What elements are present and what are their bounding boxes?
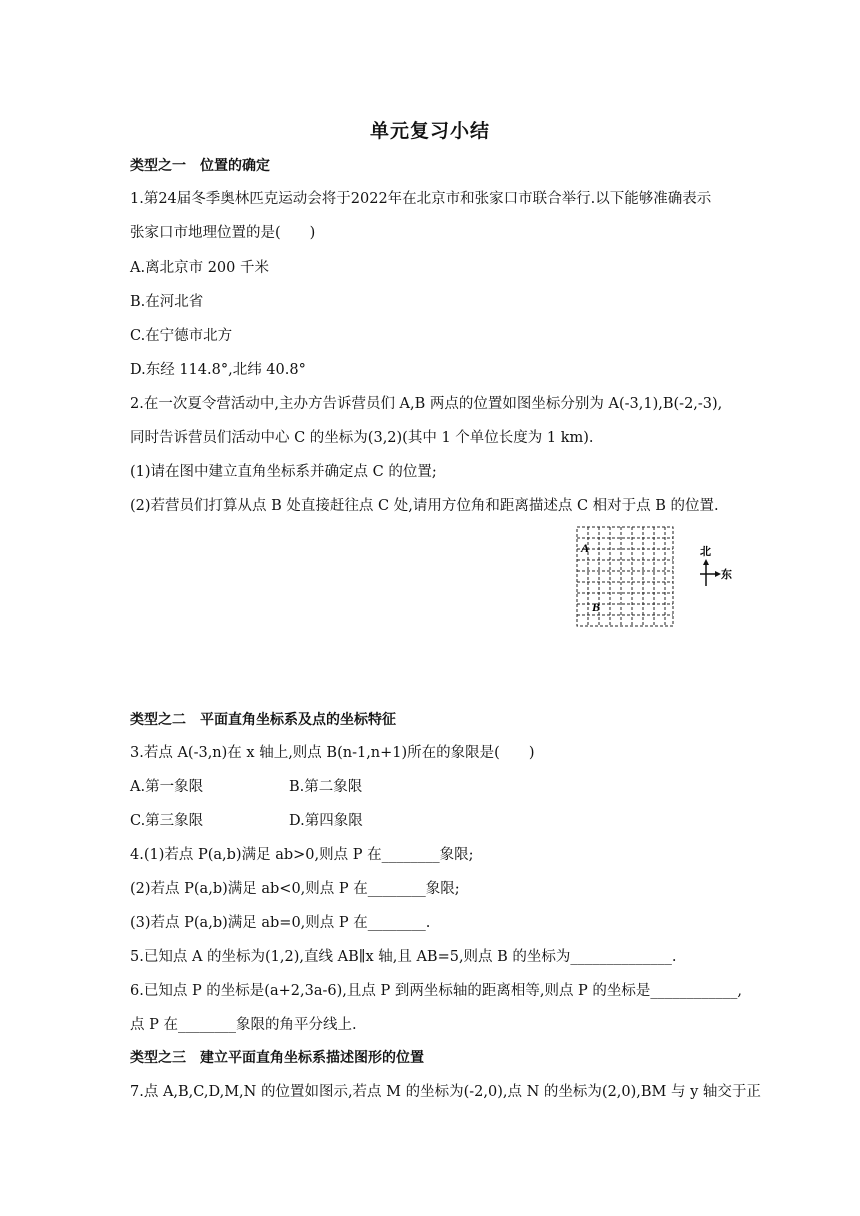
q2-stem-line2: 同时告诉营员们活动中心 C 的坐标为(3,2)(其中 1 个单位长度为 1 km). <box>130 430 594 446</box>
north-label: 北 <box>700 545 711 558</box>
q3-option-b: B.第二象限 <box>289 779 363 795</box>
q3-stem: 3.若点 A(-3,n)在 x 轴上,则点 B(n-1,n+1)所在的象限是( ) <box>130 745 535 761</box>
q1-option-c: C.在宁德市北方 <box>130 328 233 344</box>
q4-part2: (2)若点 P(a,b)满足 ab<0,则点 P 在________象限; <box>130 881 460 897</box>
q7-line1: 7.点 A,B,C,D,M,N 的位置如图示,若点 M 的坐标为(-2,0),点 N 的坐标为(2,0),BM 与 y 轴交于正 <box>130 1084 761 1100</box>
point-b-label: B <box>592 600 601 614</box>
q3-option-a: A.第一象限 <box>130 779 204 795</box>
page-title: 单元复习小结 <box>369 120 490 142</box>
q1-option-d: D.东经 114.8°,北纬 40.8° <box>130 362 306 378</box>
q3-option-c: C.第三象限 <box>130 813 204 829</box>
q6-line2: 点 P 在________象限的角平分线上. <box>130 1017 357 1033</box>
q4-part1: 4.(1)若点 P(a,b)满足 ab>0,则点 P 在________象限; <box>130 847 474 863</box>
q2-part1: (1)请在图中建立直角坐标系并确定点 C 的位置; <box>130 464 437 480</box>
q3-option-d: D.第四象限 <box>289 813 363 829</box>
q4-part3: (3)若点 P(a,b)满足 ab=0,则点 P 在________. <box>130 915 431 931</box>
compass-icon <box>700 559 721 586</box>
section-heading-2: 类型之二 平面直角坐标系及点的坐标特征 <box>130 712 396 728</box>
q2-grid-figure <box>576 526 736 634</box>
point-a-label: A <box>581 541 590 555</box>
q1-stem-line2: 张家口市地理位置的是( ) <box>130 225 316 241</box>
q6-line1: 6.已知点 P 的坐标是(a+2,3a-6),且点 P 到两坐标轴的距离相等,则点 P 的坐标是____________, <box>130 983 743 999</box>
east-label: 东 <box>721 568 732 581</box>
q2-stem-line1: 2.在一次夏令营活动中,主办方告诉营员们 A,B 两点的位置如图坐标分别为 A(-3,1),B(-2,-3), <box>130 396 723 412</box>
q2-part2: (2)若营员们打算从点 B 处直接赶往点 C 处,请用方位角和距离描述点 C 相对于点 B 的位置. <box>130 498 719 514</box>
q1-option-a: A.离北京市 200 千米 <box>130 260 269 276</box>
q1-stem-line1: 1.第24届冬季奥林匹克运动会将于2022年在北京市和张家口市联合举行.以下能够准确表示 <box>130 191 712 207</box>
section-heading-1: 类型之一 位置的确定 <box>130 158 270 174</box>
q5-stem: 5.已知点 A 的坐标为(1,2),直线 AB∥x 轴,且 AB=5,则点 B 的坐标为______________. <box>130 949 677 965</box>
section-heading-3: 类型之三 建立平面直角坐标系描述图形的位置 <box>130 1050 424 1066</box>
q1-option-b: B.在河北省 <box>130 294 204 310</box>
